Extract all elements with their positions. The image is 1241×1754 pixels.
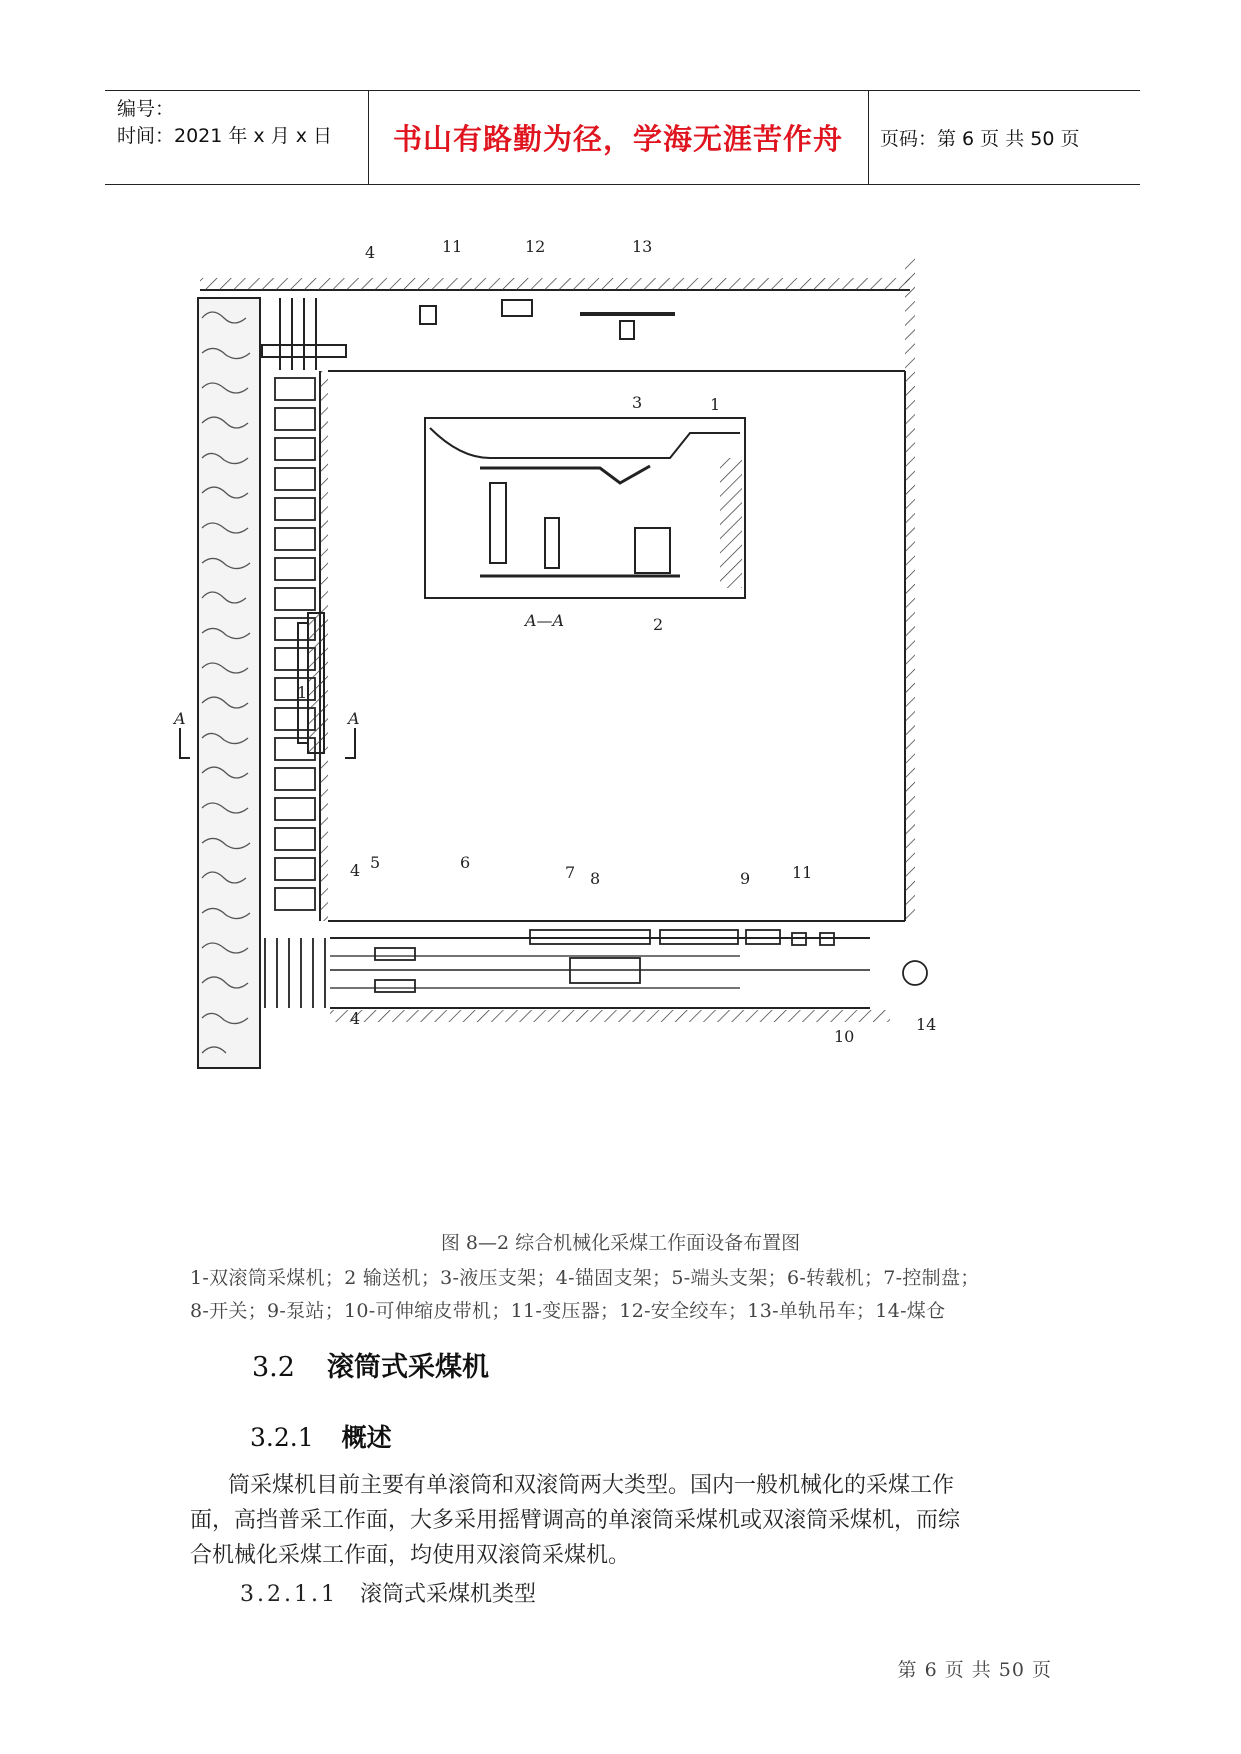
header-page-number: 页码：第 6 页 共 50 页 (880, 128, 1080, 150)
subsection-heading (250, 1418, 392, 1454)
figure-legend-line-2: 8-开关；9-泵站；10-可伸缩皮带机；11-变压器；12-安全绞车；13-单轨吊车；14-煤仓 (190, 1300, 946, 1322)
callout-10: 10 (834, 1027, 855, 1046)
page-footer: 第 6 页 共 50 页 (897, 1659, 1052, 1681)
page-header (105, 90, 1140, 185)
figure-caption: 图 8—2 综合机械化采煤工作面设备布置图 (440, 1232, 801, 1254)
callout-4-top: 4 (365, 243, 376, 262)
callout-a-left: A (174, 709, 186, 728)
callout-12: 12 (525, 237, 546, 256)
callout-a-right: A (348, 709, 360, 728)
diagram-callouts (172, 237, 936, 1046)
section-number: 3.2 (252, 1352, 295, 1383)
callout-11-top: 11 (442, 237, 463, 256)
callout-9: 9 (740, 869, 751, 888)
equipment-layout-diagram (174, 237, 1060, 1203)
document-time-label: 时间：2021 年 x 月 x 日 (117, 125, 333, 147)
subsection-number: 3.2.1 (250, 1423, 314, 1452)
section-title: 滚筒式采煤机 (326, 1352, 489, 1383)
callout-13: 13 (632, 237, 653, 256)
callout-4-bottom: 4 (350, 861, 361, 880)
callout-2: 2 (653, 615, 664, 634)
callout-7: 7 (565, 863, 576, 882)
callout-14: 14 (916, 1015, 937, 1034)
document-number-label: 编号： (117, 98, 175, 120)
paragraph-line-2: 面，高挡普采工作面，大多采用摇臂调高的单滚筒采煤机或双滚筒采煤机，而综 (190, 1508, 961, 1533)
body-paragraph (190, 1468, 1070, 1573)
header-page-cell (868, 91, 1140, 184)
figure-legend-line-1: 1-双滚筒采煤机；2 输送机；3-液压支架；4-锚固支架；5-端头支架；6-转载机；7-控制盘； (190, 1267, 980, 1289)
callout-section-aa: A—A (525, 611, 565, 630)
callout-6: 6 (460, 853, 471, 872)
callout-5: 5 (370, 853, 381, 872)
callout-3: 3 (632, 393, 643, 412)
callout-1-inset: 1 (710, 395, 721, 414)
callout-1-shearer: 1 (297, 683, 308, 702)
header-meta-cell (105, 91, 369, 184)
subsubsection-heading (240, 1577, 536, 1608)
subsubsection-number: 3.2.1.1 (240, 1582, 338, 1607)
section-heading (252, 1345, 489, 1384)
subsection-title: 概述 (341, 1423, 392, 1452)
header-motto-cell (368, 91, 869, 184)
callout-11-bottom: 11 (792, 863, 813, 882)
paragraph-line-3: 合机械化采煤工作面，均使用双滚筒采煤机。 (190, 1543, 631, 1568)
callout-8: 8 (590, 869, 601, 888)
subsubsection-title: 滚筒式采煤机类型 (359, 1582, 536, 1607)
callout-4-lower: 4 (350, 1009, 361, 1028)
motto-text: 书山有路勤为径，学海无涯苦作舟 (392, 122, 843, 156)
paragraph-line-1: 筒采煤机目前主要有单滚筒和双滚筒两大类型。国内一般机械化的采煤工作 (228, 1473, 955, 1498)
